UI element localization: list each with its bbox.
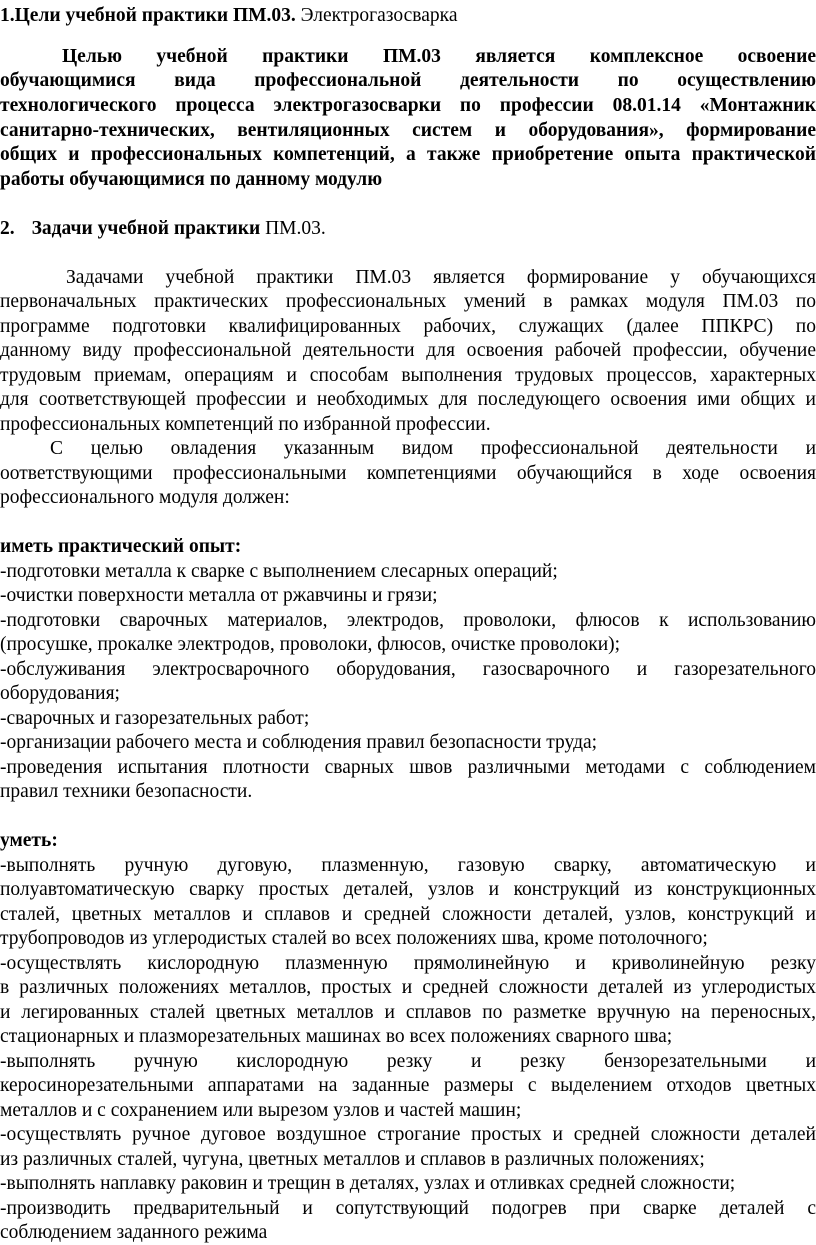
- section-1-line: санитарно-технических, вентиляционных систем и оборудования», формирование: [0, 120, 816, 141]
- section-1-heading: [0, 4, 816, 28]
- experience-item: оборудования;: [0, 683, 120, 704]
- skills-item: трубопроводов из углеродистых сталей во всех положениях шва, кроме потолочного;: [0, 928, 708, 949]
- section-1-line: обучающимися вида профессиональной деятельности по осуществлению: [0, 70, 816, 91]
- skills-item: соблюдением заданного режима: [0, 1222, 268, 1243]
- skills-item: и легированных сталей цветных металлов и сплавов по разметке вручную на переносных,: [0, 1002, 816, 1023]
- skills-item: полуавтоматическую сварку простых деталей, узлов и конструкций из конструкционных: [0, 879, 816, 900]
- section-1-line: работы обучающимися по данному модулю: [0, 169, 383, 190]
- skills-item: -осуществлять ручное дуговое воздушное строгание простых и средней сложности деталей: [0, 1124, 816, 1145]
- skills-item: металлов и с сохранением или вырезом узлов и частей машин;: [0, 1100, 522, 1121]
- section-2-line: профессиональных компетенций по избранной профессии.: [0, 414, 491, 435]
- skills-item: -выполнять наплавку раковин и трещин в деталях, узлах и отливках средней сложности;: [0, 1173, 736, 1194]
- experience-item: (просушке, прокалке электродов, проволоки, флюсов, очистке проволоки);: [0, 634, 621, 655]
- skills-item: -осуществлять кислородную плазменную прямолинейную и криволинейную резку: [0, 953, 816, 974]
- section-2-p2-line: С целью овладения указанным видом профессиональной деятельности и: [50, 438, 816, 459]
- section-2-p2-line: рофессионального модуля должен:: [0, 487, 290, 508]
- experience-item: -организации рабочего места и соблюдения правил безопасности труда;: [0, 732, 598, 753]
- experience-item: -очистки поверхности металла от ржавчины и грязи;: [0, 585, 438, 606]
- skills-item: -производить предварительный и сопутствующий подогрев при сварке деталей с: [0, 1198, 816, 1219]
- experience-item: -обслуживания электросварочного оборудования, газосварочного и газорезательного: [0, 659, 816, 680]
- experience-heading: иметь практический опыт:: [0, 536, 242, 557]
- section-1-line: общих и профессиональных компетенций, а также приобретение опыта практической: [0, 144, 816, 165]
- section-2-heading: [0, 217, 816, 241]
- skills-item: стационарных и плазморезательных машинах во всех положениях сварного шва;: [0, 1026, 673, 1047]
- section-1-heading-rest: Электрогазосварка: [295, 5, 458, 26]
- skills-item: в различных положениях металлов, простых и средней сложности деталей из углеродистых: [0, 977, 816, 998]
- section-2-heading-number: 2.: [0, 218, 15, 239]
- section-2-line: для соответствующей профессии и необходимых для последующего освоения ими общих и: [0, 389, 816, 410]
- experience-item: -подготовки металла к сварке с выполнением слесарных операций;: [0, 561, 558, 582]
- section-2-line: трудовым приемам, операциям и способам выполнения трудовых процессов, характерных: [0, 365, 816, 386]
- section-2-heading-rest: ПМ.03.: [260, 218, 326, 239]
- section-2-heading-bold: Задачи учебной практики: [31, 218, 261, 239]
- section-2-line: Задачами учебной практики ПМ.03 является формирование у обучающихся: [66, 267, 816, 288]
- skills-item: из различных сталей, чугуна, цветных металлов и сплавов в различных положениях;: [0, 1149, 705, 1170]
- skills-item: керосинорезательными аппаратами на заданные размеры с выделением отходов цветных: [0, 1075, 816, 1096]
- experience-item: -подготовки сварочных материалов, электродов, проволоки, флюсов к использованию: [0, 610, 816, 631]
- section-1-line: Целью учебной практики ПМ.03 является комплексное освоение: [62, 46, 816, 67]
- skills-item: сталей, цветных металлов и сплавов и средней сложности деталей, узлов, конструкций и: [0, 904, 816, 925]
- experience-item: -сварочных и газорезательных работ;: [0, 708, 310, 729]
- skills-item: -выполнять ручную дуговую, плазменную, газовую сварку, автоматическую и: [0, 855, 816, 876]
- experience-item: -проведения испытания плотности сварных швов различными методами с соблюдением: [0, 757, 816, 778]
- skills-heading: уметь:: [0, 830, 58, 851]
- section-1-heading-bold: 1.Цели учебной практики ПМ.03.: [0, 5, 296, 26]
- section-2-line: данному виду профессиональной деятельности для освоения рабочей профессии, обучение: [0, 340, 816, 361]
- section-2-p2-line: оответствующими профессиональными компетенциями обучающийся в ходе освоения: [0, 463, 816, 484]
- skills-item: -выполнять ручную кислородную резку и резку бензорезательными и: [0, 1051, 816, 1072]
- section-2-line: программе подготовки квалифицированных рабочих, служащих (далее ППКРС) по: [0, 316, 816, 337]
- section-1-line: технологического процесса электрогазосварки по профессии 08.01.14 «Монтажник: [0, 95, 816, 116]
- section-2-line: первоначальных практических профессиональных умений в рамках модуля ПМ.03 по: [0, 291, 816, 312]
- experience-item: правил техники безопасности.: [0, 781, 253, 802]
